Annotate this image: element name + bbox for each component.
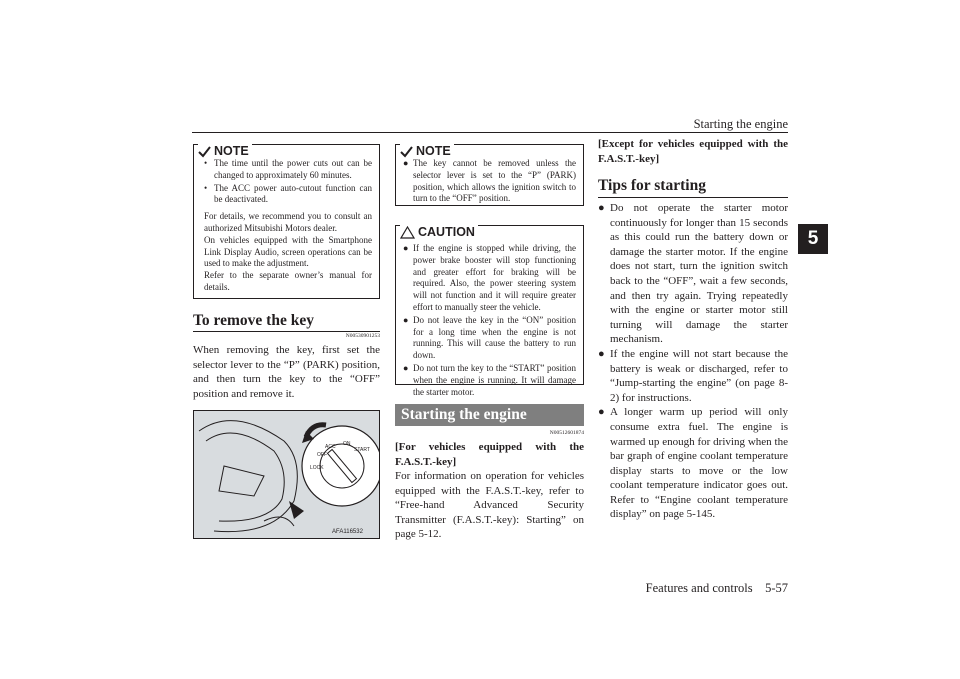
caution-bullet: ● If the engine is stopped while driving, the power brake booster will stop functioning and greater effort for braking will be required. Also, the power steering system will not function and it will require greater effort to manually steer the vehicle.	[403, 243, 576, 312]
note-body	[204, 158, 372, 294]
note-box-2	[395, 144, 584, 206]
doc-id: N00530901253	[345, 333, 380, 339]
tips-bullet: ● Do not operate the starter motor continuously for longer than 15 seconds as this could run the battery down or damage the starter motor. If the engine does not start, turn the ignition switch back to the “OFF”, wait a few seconds, and then try again. Trying repeatedly with the engine or starter motor still turning will damage the starter mechanism.	[598, 202, 788, 346]
note-bullet: ● The key cannot be removed unless the selector lever is set to the “P” (PARK) position, which allows the ignition switch to turn to the “OFF” position.	[403, 158, 576, 204]
ring-label-off: OFF	[317, 452, 327, 458]
chapter-tab: 5	[798, 224, 828, 254]
section-heading-starting-engine: Starting the engine	[395, 404, 584, 426]
warning-triangle-icon	[400, 226, 415, 239]
caution-header	[400, 225, 478, 239]
note-header	[400, 144, 454, 158]
except-subhead: [Except for vehicles equipped with the F.A.S.T.-key]	[598, 138, 788, 165]
ring-label-start: START	[354, 447, 370, 453]
caution-bullet: ● Do not leave the key in the “ON” position for a long time when the engine is not running. This will cause the battery to run down.	[403, 314, 576, 361]
note-label: NOTE	[214, 144, 249, 158]
ignition-key-illustration	[193, 410, 380, 539]
note-box-1	[193, 144, 380, 299]
ring-label-on: ON	[343, 441, 351, 447]
note-body	[403, 158, 576, 206]
figure-code: AFA116532	[332, 529, 363, 535]
note-bullet: • The ACC power auto-cutout function can be deactivated.	[204, 182, 372, 205]
note-bullet: • The time until the power cuts out can be changed to approximately 60 minutes.	[204, 158, 372, 180]
section-heading-tips: Tips for starting	[598, 177, 706, 194]
tips-bullet: ● If the engine will not start because the battery is weak or discharged, refer to “Jump-starting the engine” (on page 8-2) for instructions.	[598, 347, 788, 404]
caution-box	[395, 225, 584, 397]
note-icon	[198, 145, 211, 158]
section-heading-remove-key: To remove the key	[193, 312, 314, 329]
fast-key-body: For information on operation for vehicles equipped with the F.A.S.T.-key, refer to “Free-hand Advanced Security Transmitter (F.A.S.T.-key): Starting” on page 5-12.	[395, 470, 584, 541]
note-paragraph: Refer to the separate owner’s manual for details.	[204, 270, 372, 292]
note-header	[198, 144, 252, 158]
ring-label-lock: LOCK	[310, 465, 324, 471]
page-footer: Features and controls 5-57	[645, 581, 788, 595]
note-label: NOTE	[416, 144, 451, 158]
steering-column-drawing	[194, 411, 379, 538]
remove-key-body: When removing the key, first set the selector lever to the “P” (PARK) position, and then turn the key to the “OFF” position and remove it.	[193, 344, 380, 400]
note-paragraph: On vehicles equipped with the Smartphone Link Display Audio, screen operations can be used to make the adjustment.	[204, 234, 372, 269]
doc-id: N00512601874	[549, 430, 584, 436]
header-rule	[192, 132, 788, 133]
caution-body	[403, 243, 576, 399]
fast-key-subhead: [For vehicles equipped with the F.A.S.T.-key]	[395, 441, 584, 468]
running-header: Starting the engine	[693, 117, 788, 131]
caution-label: CAUTION	[418, 225, 475, 239]
ring-label-acc: ACC	[325, 444, 336, 450]
note-icon	[400, 145, 413, 158]
tips-bullet: ● A longer warm up period will only consume extra fuel. The engine is warmed up enough for driving when the bar graph of engine coolant temperature display starts to move or the low coolant temperature indicator goes out. Refer to “Engine coolant temperature display” on page 5-145.	[598, 406, 788, 521]
note-paragraph: For details, we recommend you to consult an authorized Mitsubishi Motors dealer.	[204, 211, 372, 233]
section-underline	[193, 331, 380, 332]
caution-bullet: ● Do not turn the key to the “START” position when the engine is running. It will damage the starter motor.	[403, 362, 576, 397]
section-underline	[598, 197, 788, 198]
tips-list	[598, 201, 788, 522]
